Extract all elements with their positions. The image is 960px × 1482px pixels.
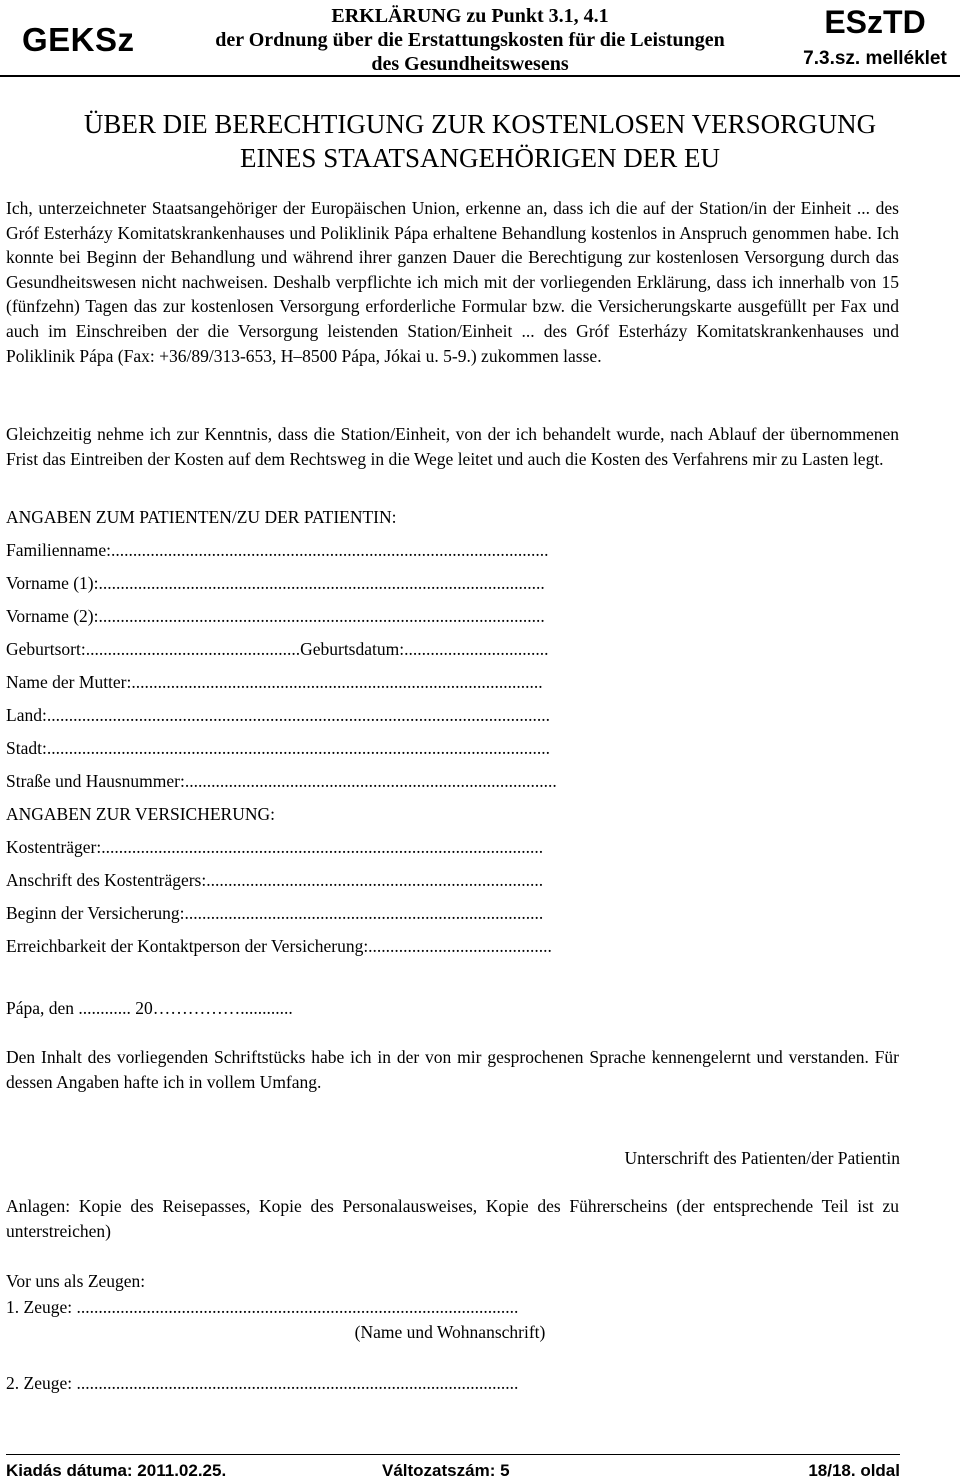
field-first-name-1: Vorname (1):...................................................................................................... [6,573,545,593]
field-birthplace-birthdate: Geburtsort:.................................................Geburtsdatum:................................. [6,639,549,659]
field-insurance-start: Beginn der Versicherung:.................................................................................. [6,903,544,923]
field-insurance-contact: Erreichbarkeit der Kontaktperson der Versicherung:.......................................... [6,936,552,956]
header-line-2: der Ordnung über die Erstattungskosten für die Leistungen [215,29,725,51]
header-line-1: ERKLÄRUNG zu Punkt 3.1, 4.1 [331,5,609,27]
issue-date: Kiadás dátuma: 2011.02.25. [6,1461,227,1480]
acknowledgement-of-costs-paragraph: Gleichzeitig nehme ich zur Kenntnis, dass die Station/Einheit, von der ich behandelt wurde, nach Ablauf der übernommenen Frist das Eintreiben der Kosten auf dem Rechtsweg in die Wege leitet und auch die Kosten des Verfahrens mir zu Lasten legt. [6,424,899,469]
annex-label: 7.3.sz. melléklet [803,48,947,69]
footer-divider [6,1454,900,1455]
witness-name-address-note: (Name und Wohnanschrift) [354,1322,546,1342]
field-street-address: Straße und Hausnummer:..................................................................................... [6,771,557,791]
field-country: Land:................................................................................................................... [6,705,550,725]
declaration-paragraph: Ich, unterzeichneter Staatsangehöriger der Europäischen Union, erkenne an, dass ich die auf der Station/in der Einheit ... des Gróf Esterházy Komitatskrankenhauses und Poliklinik Pápa erhaltene Behandlung kostenlos in Anspruch genommen habe. Ich konnte bei Beginn der Behandlung und während ihrer ganzen Dauer die Berechtigung zur kostenlosen Versorgung durch das Gesundheitswesen nicht nachweisen. Deshalb verpflichte ich mich mit der vorliegenden Erklärung, dass ich innerhalb von 15 (fünfzehn) Tagen das zur kostenlosen Versorgung erforderliche Formular bzw. die Versicherungskarte ausgefüllt per Fax und auch im Einschreiben der die Versorgung leistenden Station/Einheit ... des Gróf Esterházy Komitatskrankenhauses und Poliklinik Pápa (Fax: +36/89/313-653, H–8500 Pápa, Jókai u. 5-9.) zukommen lasse. [6,198,899,366]
page-number: 18/18. oldal [808,1461,900,1480]
field-family-name: Familienname:.................................................................................................... [6,540,549,560]
field-insurer-address: Anschrift des Kostenträgers:............................................................................. [6,870,544,890]
place-date-line: Pápa, den ............ 20……………............ [6,998,293,1018]
witnesses-heading: Vor uns als Zeugen: [6,1271,146,1291]
document-title-line-2: EINES STAATSANGEHÖRIGEN DER EU [239,143,721,173]
field-city: Stadt:................................................................................................................... [6,738,550,758]
revision-number: Változatszám: 5 [382,1461,510,1480]
witness-2-line: 2. Zeuge: ..................................................................................................... [6,1373,519,1393]
patient-section-heading: ANGABEN ZUM PATIENTEN/ZU DER PATIENTIN: [6,507,397,527]
field-insurer: Kostenträger:..................................................................................................... [6,837,544,857]
field-mother-name: Name der Mutter:.............................................................................................. [6,672,543,692]
header-line-3: des Gesundheitswesens [371,53,569,75]
witness-1-line: 1. Zeuge: ..................................................................................................... [6,1297,519,1317]
document-code: ESzTD [824,4,926,40]
insurance-section-heading: ANGABEN ZUR VERSICHERUNG: [6,804,275,824]
document-title-line-1: ÜBER DIE BERECHTIGUNG ZUR KOSTENLOSEN VERSORGUNG [83,109,877,139]
attachments-note: Anlagen: Kopie des Reisepasses, Kopie des Personalausweises, Kopie des Führerscheins (der entsprechende Teil ist zu unterstreichen) [6,1196,899,1241]
patient-signature-label: Unterschrift des Patienten/der Patientin [624,1148,900,1168]
field-first-name-2: Vorname (2):...................................................................................................... [6,606,545,626]
header-divider [0,75,960,77]
language-acknowledgement: Den Inhalt des vorliegenden Schriftstücks habe ich in der von mir gesprochenen Sprache kennengelernt und verstanden. Für dessen Angaben hafte ich in vollem Umfang. [6,1047,899,1092]
logo: GEKSz [22,21,135,58]
